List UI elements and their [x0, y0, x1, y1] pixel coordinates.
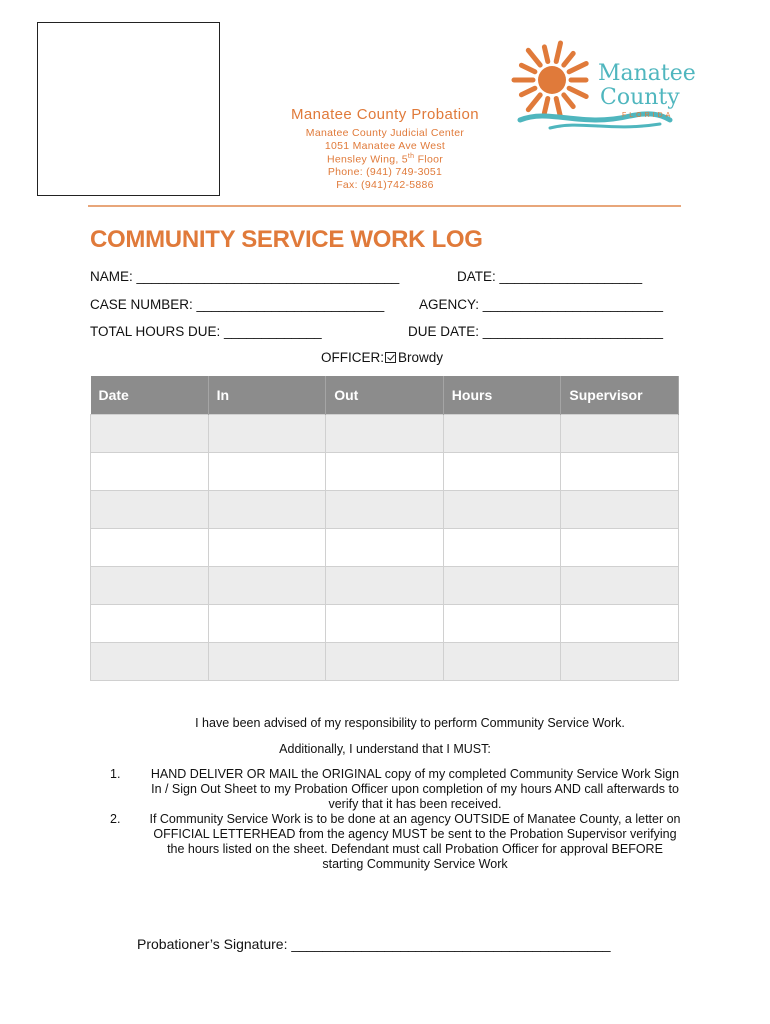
list-line: If Community Service Work is to be done at an agency OUTSIDE of Manatee County, a letter on	[149, 812, 681, 826]
sun-ray	[544, 99, 547, 114]
column-header-hours: Hours	[443, 376, 561, 415]
table-cell[interactable]	[91, 529, 209, 567]
signature-line[interactable]: Probationer’s Signature: _________________________________________	[137, 936, 611, 952]
list-item	[110, 812, 690, 872]
table-cell[interactable]	[326, 415, 444, 453]
officer-field	[321, 350, 443, 365]
column-header-in: In	[208, 376, 326, 415]
advised-statement: I have been advised of my responsibility to perform Community Service Work.	[195, 716, 625, 730]
table-cell[interactable]	[561, 567, 679, 605]
table-cell[interactable]	[326, 605, 444, 643]
logo-word-1: Manatee	[598, 61, 696, 86]
agency-name: Manatee County Probation	[290, 106, 480, 123]
column-header-supervisor: Supervisor	[561, 376, 679, 415]
list-line: verify that it has been received.	[328, 797, 502, 811]
table-cell[interactable]	[443, 605, 561, 643]
table-cell[interactable]	[561, 529, 679, 567]
sun-ray	[521, 65, 535, 72]
list-number: 2.	[110, 812, 121, 826]
list-line: In / Sign Out Sheet to my Probation Officer upon completion of my hours AND call afterwards to	[151, 782, 679, 796]
table-row	[91, 453, 679, 491]
sun-ray	[528, 95, 540, 110]
work-log-table	[90, 376, 679, 681]
table-cell[interactable]	[208, 605, 326, 643]
sun-ray	[569, 88, 586, 96]
address-line: Hensley Wing, 5th Floor	[326, 153, 444, 166]
list-line: the hours listed on the sheet. Defendant must call Probation Officer for approval BEFORE	[167, 842, 663, 856]
phone-line: Phone: (941) 749-3051	[327, 166, 443, 178]
requirements-list	[110, 767, 690, 872]
additionally-statement: Additionally, I understand that I MUST:	[279, 742, 491, 756]
case-number-field[interactable]: CASE NUMBER: _________________________	[90, 297, 385, 312]
fax-line: Fax: (941)742-5886	[336, 179, 434, 191]
table-cell[interactable]	[208, 415, 326, 453]
officer-checkbox[interactable]	[385, 352, 396, 363]
list-line: OFFICIAL LETTERHEAD from the agency MUST be sent to the Probation Supervisor verifying	[153, 827, 677, 841]
list-item	[110, 767, 690, 812]
column-header-out: Out	[326, 376, 444, 415]
name-field[interactable]: NAME: ___________________________________	[90, 269, 400, 284]
table-cell[interactable]	[561, 605, 679, 643]
table-row	[91, 605, 679, 643]
officer-label: OFFICER:	[321, 350, 384, 365]
sun-ray	[564, 53, 573, 65]
table-cell[interactable]	[443, 415, 561, 453]
officer-name: Browdy	[398, 350, 444, 365]
agency-field[interactable]: AGENCY: ________________________	[419, 297, 663, 312]
table-cell[interactable]	[326, 453, 444, 491]
table-cell[interactable]	[208, 567, 326, 605]
logo-word-2: County	[600, 85, 680, 110]
sun-ray	[528, 50, 540, 65]
table-cell[interactable]	[91, 415, 209, 453]
table-row	[91, 643, 679, 681]
table-cell[interactable]	[326, 567, 444, 605]
table-row	[91, 567, 679, 605]
total-hours-due-field[interactable]: TOTAL HOURS DUE: _____________	[90, 324, 322, 339]
table-cell[interactable]	[91, 605, 209, 643]
logo-subtitle: FLORIDA	[622, 112, 674, 119]
document-title: COMMUNITY SERVICE WORK LOG	[90, 226, 483, 253]
due-date-field[interactable]: DUE DATE: ________________________	[408, 324, 663, 339]
sun-ray	[569, 64, 586, 72]
list-line: HAND DELIVER OR MAIL the ORIGINAL copy of my completed Community Service Work Sign	[150, 767, 680, 781]
table-cell[interactable]	[443, 643, 561, 681]
sun-ray	[521, 88, 535, 95]
table-cell[interactable]	[208, 643, 326, 681]
list-number: 1.	[110, 767, 121, 781]
table-cell[interactable]	[561, 415, 679, 453]
table-cell[interactable]	[91, 643, 209, 681]
photo-box	[37, 22, 220, 196]
table-cell[interactable]	[443, 491, 561, 529]
table-cell[interactable]	[443, 567, 561, 605]
table-cell[interactable]	[326, 491, 444, 529]
table-cell[interactable]	[561, 453, 679, 491]
table-cell[interactable]	[91, 491, 209, 529]
table-cell[interactable]	[561, 491, 679, 529]
address-line: Manatee County Judicial Center	[305, 127, 465, 139]
header-divider	[88, 205, 681, 207]
table-cell[interactable]	[443, 453, 561, 491]
table-row	[91, 491, 679, 529]
sun-ray	[564, 95, 573, 107]
date-field[interactable]: DATE: ___________________	[457, 269, 643, 284]
table-cell[interactable]	[91, 567, 209, 605]
table-cell[interactable]	[326, 643, 444, 681]
column-header-date: Date	[91, 376, 209, 415]
table-cell[interactable]	[208, 491, 326, 529]
table-cell[interactable]	[326, 529, 444, 567]
manatee-county-logo	[510, 28, 705, 138]
table-cell[interactable]	[208, 529, 326, 567]
sun-ray	[544, 47, 547, 62]
list-line: starting Community Service Work	[322, 857, 508, 871]
sun-ray	[556, 43, 560, 62]
sun-ray	[556, 99, 560, 118]
table-cell[interactable]	[91, 453, 209, 491]
address-line: 1051 Manatee Ave West	[324, 140, 446, 152]
table-cell[interactable]	[443, 529, 561, 567]
table-row	[91, 415, 679, 453]
table-row	[91, 529, 679, 567]
table-cell[interactable]	[208, 453, 326, 491]
table-cell[interactable]	[561, 643, 679, 681]
